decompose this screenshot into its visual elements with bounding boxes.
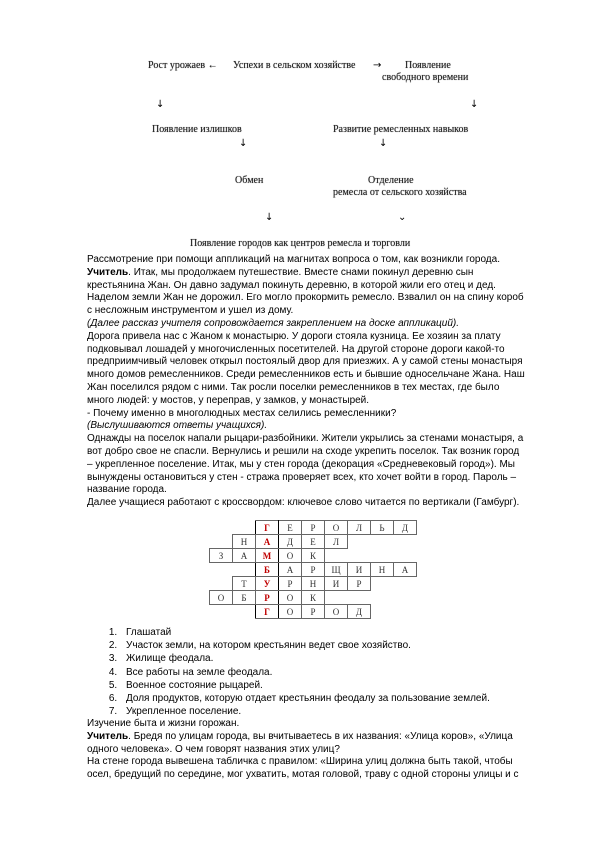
paragraph: Учитель. Бредя по улицам города, вы вчитываетесь в их названия: «Улица коров», «Улица (87, 730, 513, 742)
crossword-empty (233, 605, 256, 619)
crossword-row (210, 591, 417, 605)
paragraph-line: с несложным инструментом и ушел из дому. (87, 305, 294, 317)
question-item: 2. Участок земли, на котором крестьянин ведет свое хозяйство. (120, 639, 560, 652)
paragraph-line: много домов ремесленников. Среди ремесленников есть и бывшие односельчане Жана. Наш (87, 369, 525, 381)
paragraph-line: На стене города вывешена табличка с правилом: «Ширина улиц должна быть такой, чтобы (87, 756, 513, 768)
crossword-empty (371, 577, 394, 591)
scheme-rost-urozhaev: Рост урожаев ← (148, 60, 218, 71)
crossword-cell: И (325, 577, 348, 591)
crossword-key-cell: А (256, 535, 279, 549)
paragraph-line: Изучение быта и жизни горожан. (87, 718, 240, 729)
crossword-cell: А (279, 563, 302, 577)
crossword-empty (348, 549, 371, 563)
crossword-empty (233, 563, 256, 577)
question-item: 7. Укрепленное поселение. (120, 705, 560, 718)
crossword-cell: Р (302, 605, 325, 619)
crossword-cell: О (279, 591, 302, 605)
crossword-key-cell: Г (256, 605, 279, 619)
paragraph-line: вот добро свое не спасли. Вернулись и решили на сходе укрепить поселок. Так возник город (87, 445, 520, 457)
crossword-cell: Ь (371, 521, 394, 535)
crossword-empty (210, 563, 233, 577)
crossword-empty (233, 521, 256, 535)
crossword-cell: Щ (325, 563, 348, 577)
question-item: 3. Жилище феодала. (120, 652, 560, 665)
scheme-remeslennye-navyki: Развитие ремесленных навыков (333, 124, 469, 135)
question-item: 4. Все работы на земле феодала. (120, 666, 560, 679)
question-item: 1. Глашатай (120, 626, 560, 639)
crossword-empty (394, 591, 417, 605)
crossword-key-cell: Г (256, 521, 279, 535)
arrow-down-icon: ↓ (265, 212, 274, 223)
paragraph-line: Однажды на поселок напали рыцари-разбойники. Жители укрылись за стенами монастыря, а (87, 433, 524, 445)
crossword-cell: Д (348, 605, 371, 619)
crossword-cell: Р (302, 521, 325, 535)
crossword-row (210, 563, 417, 577)
crossword-cell: Д (279, 535, 302, 549)
crossword-cell: Б (233, 591, 256, 605)
crossword-key-cell: У (256, 577, 279, 591)
crossword-row (210, 577, 417, 591)
paragraph-line: много людей: у мостов, у переправ, у замков, у монастырей. (87, 394, 370, 406)
crossword-empty (325, 549, 348, 563)
paragraph-line: одного человека». О чем говорят названия этих улиц? (87, 743, 340, 755)
crossword-empty (371, 591, 394, 605)
crossword-key-cell: Р (256, 591, 279, 605)
question-item: 5. Военное состояние рыцарей. (120, 679, 560, 692)
scheme-svobodnogo-vremeni: свободного времени (382, 72, 469, 83)
paragraph-line: вынуждены остановиться у стен - стража проверяет всех, кто хочет войти в город. Пароль – (87, 471, 517, 483)
paragraph-line: предприимчивый человек открыл постоялый двор для приезжих. А у самой стены монастыря (87, 356, 523, 368)
note: (Далее рассказ учителя сопровождается закреплением на доске аппликаций). (87, 317, 459, 329)
scheme-poyavlenie-gorodov: Появление городов как центров ремесла и торговли (190, 238, 411, 249)
crossword-cell: Р (302, 563, 325, 577)
crossword-grid (209, 520, 417, 619)
tail-text (87, 718, 567, 782)
paragraph-line: подковывал лошадей у многочисленных посетителей. На другой стороне дороги какой-то (87, 343, 505, 355)
crossword-cell: К (302, 591, 325, 605)
paragraph-line: Дорога привела нас с Жаном к монастырю. У дороги стояла кузница. Ее хозяин за плату (87, 330, 501, 342)
paragraph: Учитель. Итак, мы продолжаем путешествие. Вместе снами покинул деревню сын (87, 266, 474, 278)
crossword-empty (371, 549, 394, 563)
crossword-empty (210, 521, 233, 535)
crossword-cell: О (325, 605, 348, 619)
paragraph-line: крестьянина Жан. Он давно задумал покинуть деревню, в которой жили его отец и дед. (87, 279, 496, 291)
question-item: 6. Доля продуктов, которую отдает крестьянин феодалу за пользование землей. (120, 692, 560, 705)
crossword-empty (394, 549, 417, 563)
crossword-cell: Н (233, 535, 256, 549)
scheme-obmen: Обмен (235, 175, 264, 186)
crossword-cell: Л (348, 521, 371, 535)
paragraph-line: – укрепленное поселение. Итак, мы у стен города (декорация «Средневековый город»). Мы (87, 458, 515, 470)
scheme-remesla-ot-sh: ремесла от сельского хозяйства (333, 187, 467, 198)
crossword-cell: Л (325, 535, 348, 549)
crossword-cell: Е (302, 535, 325, 549)
crossword-cell: Е (279, 521, 302, 535)
crossword-cell: О (279, 605, 302, 619)
arrow-right-icon: → (373, 60, 382, 71)
crossword-empty (348, 591, 371, 605)
crossword-empty (210, 605, 233, 619)
crossword-row (210, 521, 417, 535)
crossword-row (210, 535, 417, 549)
crossword-cell: О (325, 521, 348, 535)
crossword-cell: О (210, 591, 233, 605)
crossword-cell: К (302, 549, 325, 563)
crossword-row (210, 549, 417, 563)
scheme-otdelenie: Отделение (368, 175, 414, 186)
paragraph-line: Жан поселился рядом с ними. Так росли поселки ремесленников в тех местах, где было (87, 381, 500, 393)
crossword-key-cell: Б (256, 563, 279, 577)
crossword-cell: З (210, 549, 233, 563)
crossword-empty (371, 535, 394, 549)
arrow-down-icon: ↓ (239, 138, 248, 149)
crossword-empty (210, 535, 233, 549)
crossword-empty (371, 605, 394, 619)
note: (Выслушиваются ответы учащихся). (87, 420, 268, 432)
scheme-izlishki: Появление излишков (152, 124, 242, 135)
body-text (87, 254, 567, 510)
arrow-down-icon: ↓ (470, 99, 479, 110)
crossword-cell: И (348, 563, 371, 577)
crossword-key-cell: М (256, 549, 279, 563)
paragraph-line: название города. (87, 484, 167, 496)
teacher-label: Учитель (87, 266, 129, 278)
crossword-empty (394, 605, 417, 619)
paragraph: Рассмотрение при помощи аппликаций на магнитах вопроса о том, как возникли города. (87, 254, 500, 265)
crossword-cell: Т (233, 577, 256, 591)
scheme-poyavlenie: Появление (405, 60, 451, 71)
paragraph-line: Далее учащиеся работают с кроссвордом: ключевое слово читается по вертикали (Гамбург). (87, 497, 520, 509)
crossword-cell: Р (348, 577, 371, 591)
crossword-cell: А (233, 549, 256, 563)
crossword-cell: Д (394, 521, 417, 535)
paragraph-line: осел, бредущий по середине, мог ухватить, мотая головой, траву с одной стороны улицы и с (87, 769, 519, 781)
paragraph-line: Наделом земли Жан не дорожил. Его могло прокормить ремесло. Взвалил он на спину короб (87, 292, 524, 304)
crossword-questions (100, 626, 560, 718)
crossword-empty (394, 535, 417, 549)
crossword-empty (325, 591, 348, 605)
scheme-uspehi: Успехи в сельском хозяйстве (233, 60, 356, 71)
question-line: - Почему именно в многолюдных местах селились ремесленники? (87, 407, 397, 419)
crossword-empty (394, 577, 417, 591)
chevron-down-icon: ⌄ (398, 212, 407, 223)
crossword-empty (210, 577, 233, 591)
teacher-label: Учитель (87, 730, 129, 742)
arrow-down-icon: ↓ (379, 138, 388, 149)
crossword-cell: О (279, 549, 302, 563)
crossword-cell: Р (279, 577, 302, 591)
crossword-cell: А (394, 563, 417, 577)
arrow-down-icon: ↓ (156, 99, 165, 110)
crossword-row (210, 605, 417, 619)
crossword-cell: Н (371, 563, 394, 577)
crossword-empty (348, 535, 371, 549)
crossword-cell: Н (302, 577, 325, 591)
